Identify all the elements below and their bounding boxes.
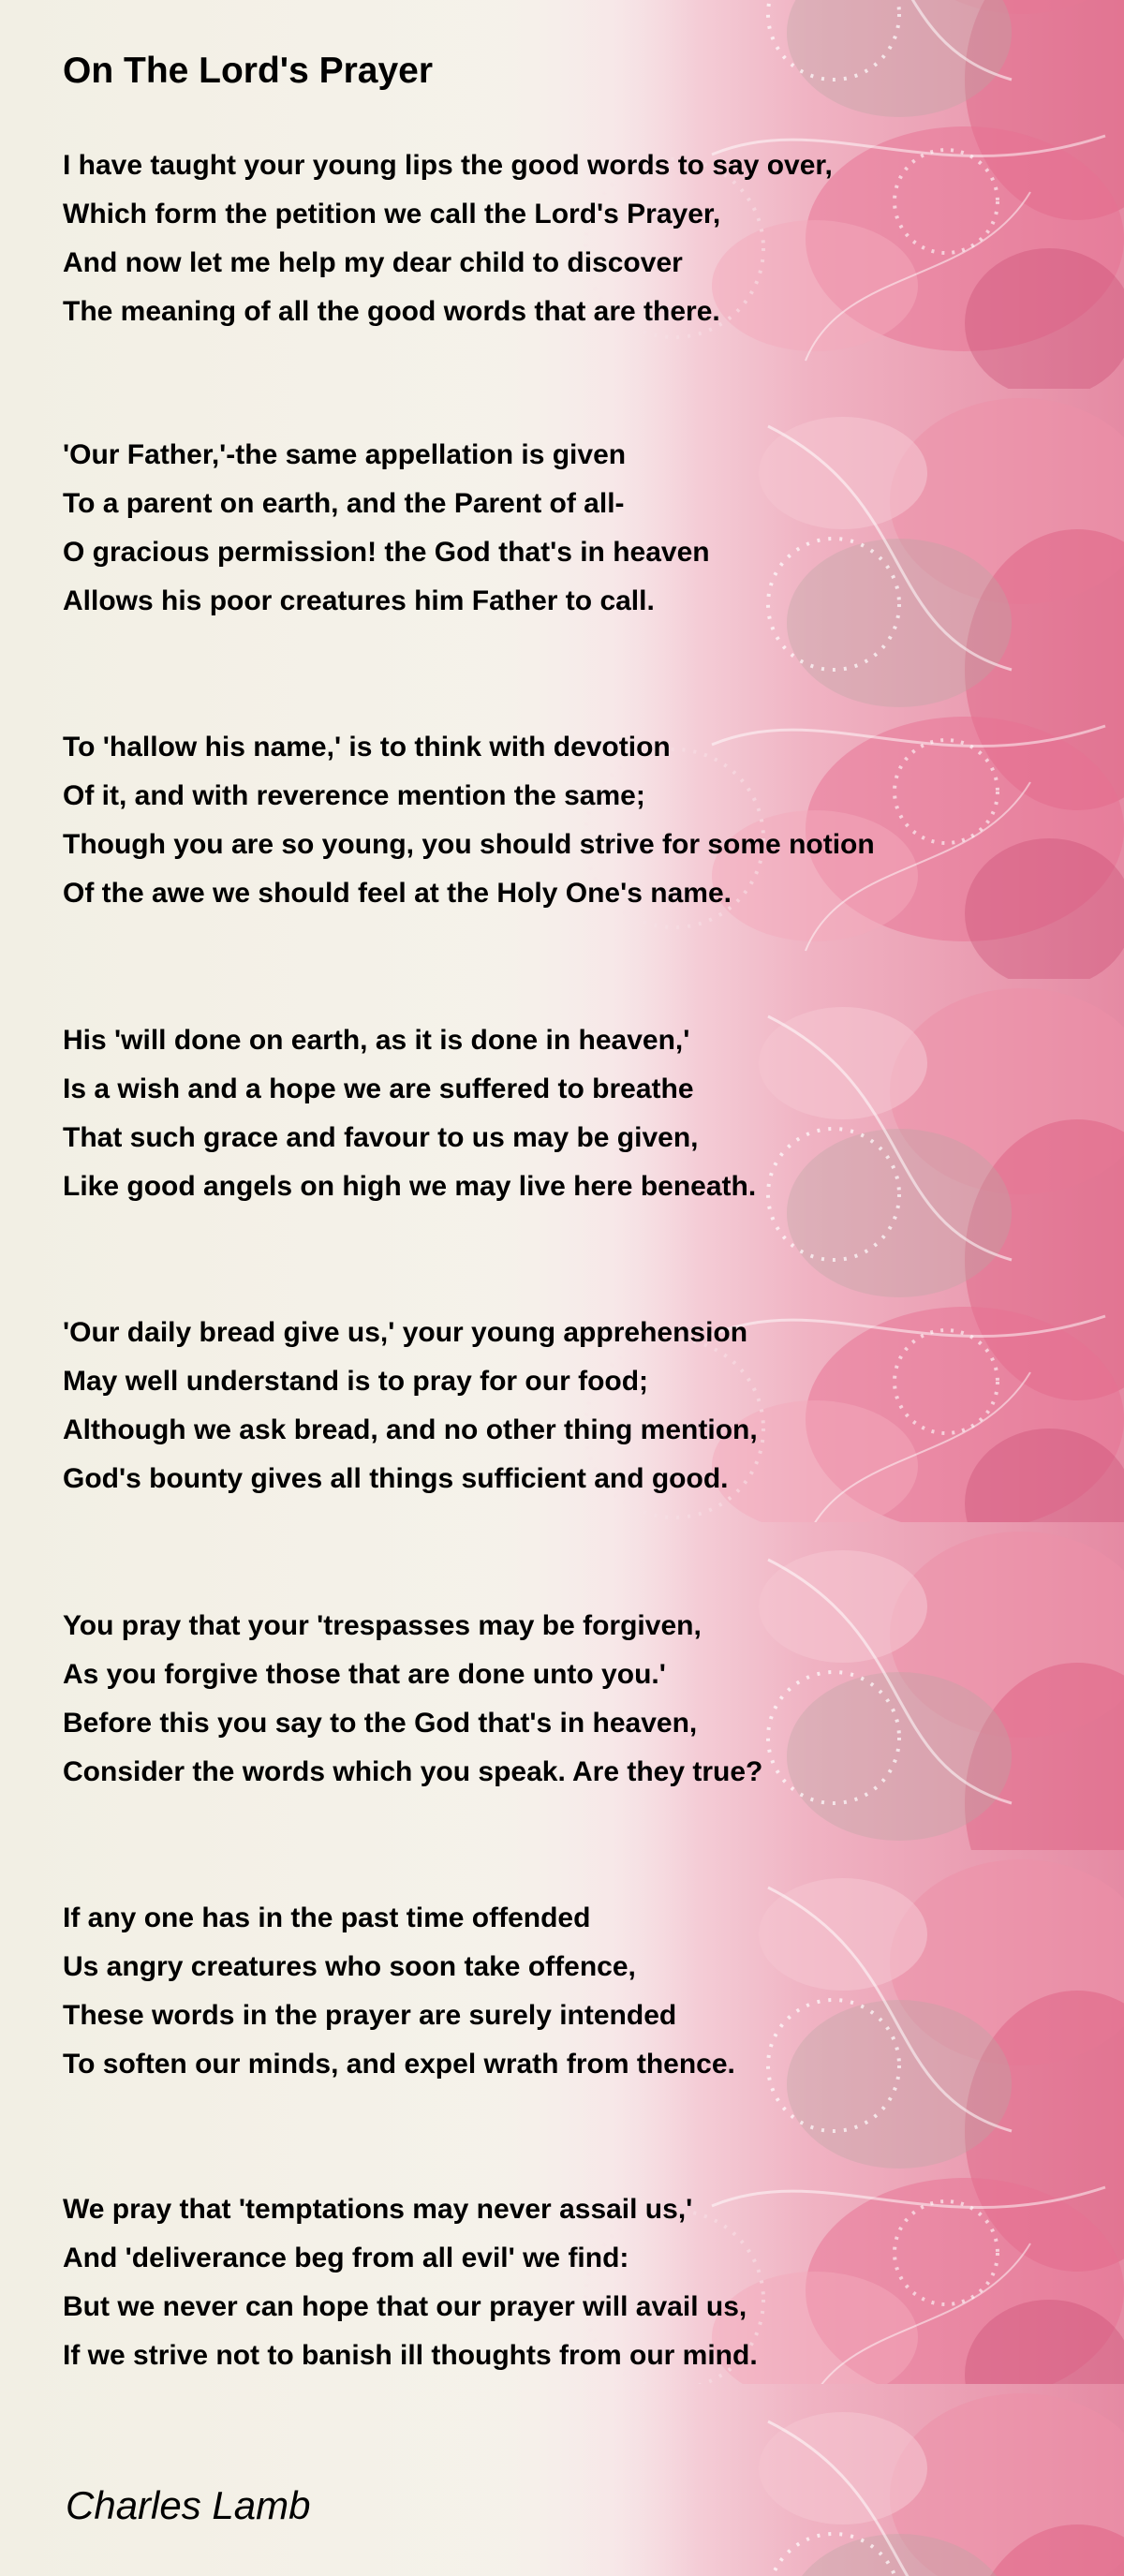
- poem-line: Like good angels on high we may live here beneath.: [63, 1171, 757, 1202]
- poem-line: O gracious permission! the God that's in heaven: [63, 537, 710, 568]
- poem-line: We pray that 'temptations may never assail us,': [63, 2194, 693, 2225]
- poem-line: As you forgive those that are done unto you.': [63, 1659, 666, 1690]
- poem-line: And now let me help my dear child to discover: [63, 247, 683, 278]
- stanza: [63, 141, 1093, 336]
- poem-line: To soften our minds, and expel wrath from thence.: [63, 2049, 735, 2080]
- stanza: [63, 1602, 1093, 1797]
- poem-line: 'Our daily bread give us,' your young apprehension: [63, 1317, 748, 1348]
- stanza: [63, 2185, 1093, 2380]
- poem-line: I have taught your young lips the good words to say over,: [63, 150, 833, 181]
- poem-line: The meaning of all the good words that are there.: [63, 296, 720, 327]
- poem-line: Which form the petition we call the Lord's Prayer,: [63, 199, 721, 229]
- poem-line: Before this you say to the God that's in heaven,: [63, 1708, 698, 1739]
- poem-line: And 'deliverance beg from all evil' we find:: [63, 2243, 629, 2273]
- poem-line: Though you are so young, you should strive for some notion: [63, 829, 875, 860]
- poem-line: God's bounty gives all things sufficient and good.: [63, 1463, 729, 1494]
- poem-line: To a parent on earth, and the Parent of all-: [63, 488, 625, 519]
- poem-line: You pray that your 'trespasses may be forgiven,: [63, 1610, 702, 1641]
- poem-line: These words in the prayer are surely intended: [63, 2000, 677, 2031]
- stanza: [63, 1894, 1093, 2089]
- poem-line: But we never can hope that our prayer will avail us,: [63, 2291, 747, 2322]
- poem-line: To 'hallow his name,' is to think with devotion: [63, 732, 671, 762]
- poem-line: His 'will done on earth, as it is done in heaven,': [63, 1025, 690, 1056]
- stanza: [63, 723, 1093, 918]
- poem-title: On The Lord's Prayer: [63, 51, 434, 91]
- poem-line: Of the awe we should feel at the Holy One's name.: [63, 878, 732, 909]
- poem-line: If any one has in the past time offended: [63, 1902, 591, 1933]
- poem-line: Of it, and with reverence mention the same;: [63, 780, 645, 811]
- poem-line: Consider the words which you speak. Are they true?: [63, 1756, 763, 1787]
- poem-line: May well understand is to pray for our food;: [63, 1366, 649, 1397]
- poem-line: Us angry creatures who soon take offence,: [63, 1951, 636, 1982]
- stanza: [63, 1309, 1093, 1503]
- poem-author: Charles Lamb: [66, 2483, 311, 2527]
- poem-line: Is a wish and a hope we are suffered to breathe: [63, 1073, 694, 1104]
- poem-line: Although we ask bread, and no other thing mention,: [63, 1414, 758, 1445]
- poem-line: That such grace and favour to us may be given,: [63, 1122, 699, 1153]
- poem-line: If we strive not to banish ill thoughts from our mind.: [63, 2340, 758, 2371]
- stanza: [63, 1016, 1093, 1211]
- poem-line: 'Our Father,'-the same appellation is given: [63, 439, 627, 470]
- poem-line: Allows his poor creatures him Father to call.: [63, 585, 655, 616]
- stanza: [63, 431, 1093, 626]
